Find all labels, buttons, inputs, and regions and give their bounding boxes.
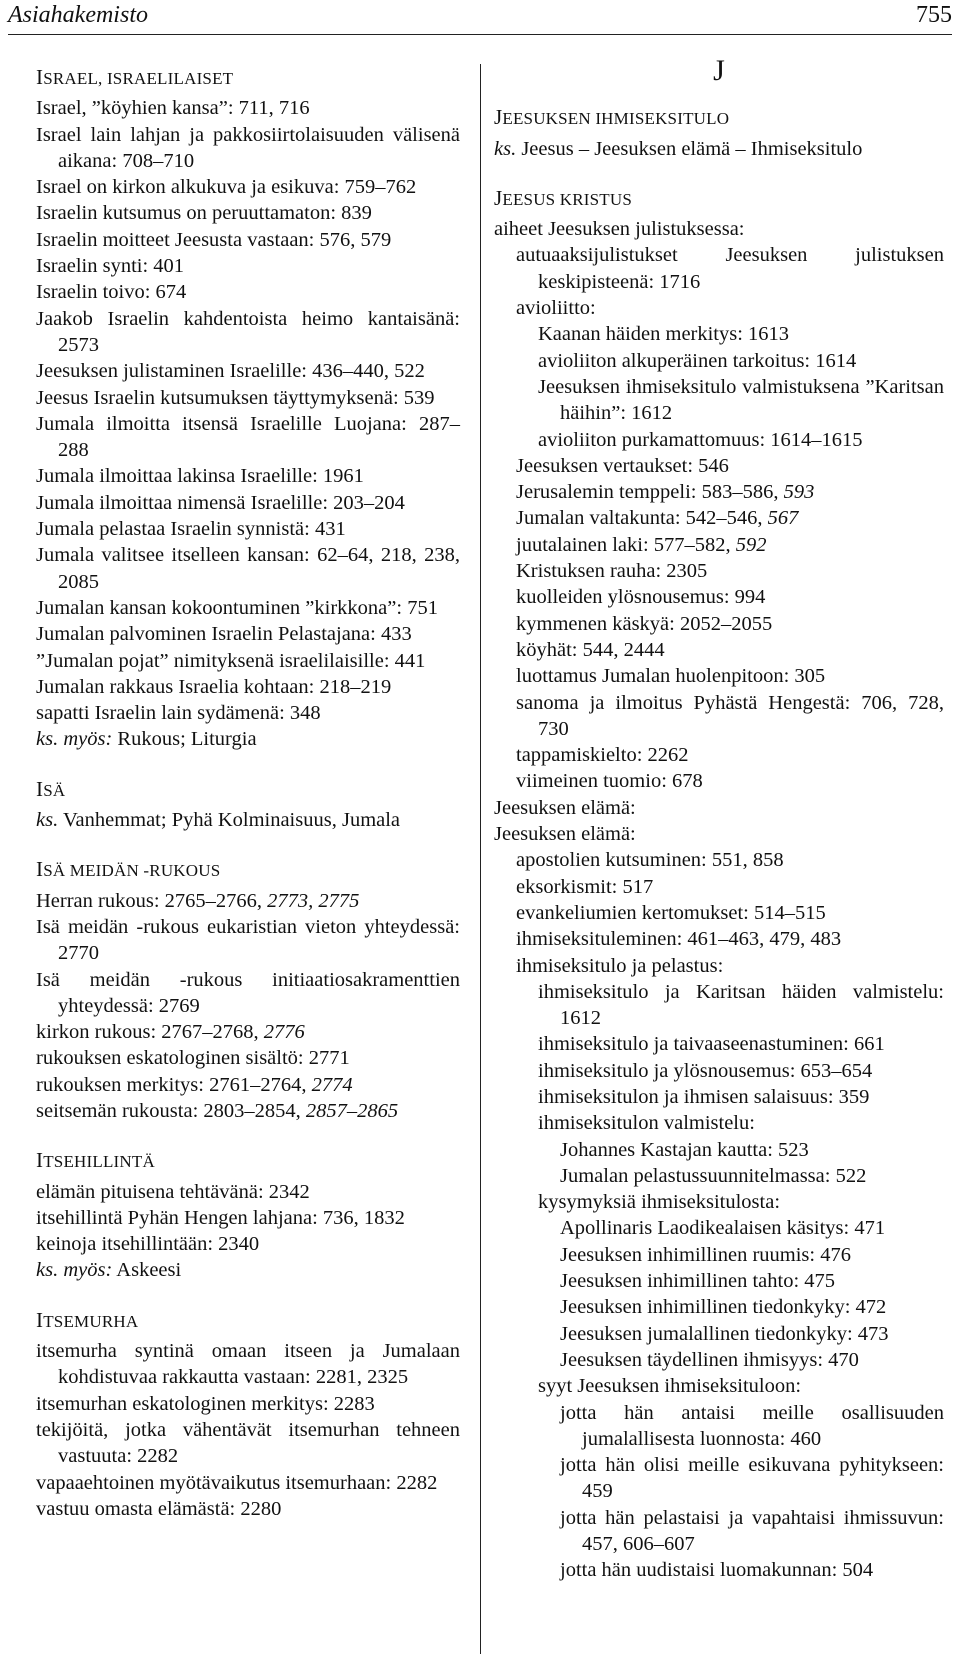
entry-text: Jumala ilmoittaa nimensä Israelille: 203–204 xyxy=(36,491,405,514)
entry-text: jotta hän pelastaisi ja vapahtaisi ihmissuvun: 457, 606–607 xyxy=(560,1506,944,1556)
column-divider xyxy=(480,64,481,1654)
index-heading: JEESUS KRISTUS xyxy=(494,185,633,210)
entry-text: tappamiskielto: 2262 xyxy=(516,744,689,767)
index-entry xyxy=(494,1321,944,1347)
entry-italic-text: ks. xyxy=(494,137,517,160)
entry-text: köyhät: 544, 2444 xyxy=(516,638,665,661)
entry-text: apostolien kutsuminen: 551, 858 xyxy=(516,849,784,872)
entry-text: Jeesuksen elämä: xyxy=(494,796,636,819)
index-entry xyxy=(494,532,944,558)
index-entry xyxy=(36,1205,460,1231)
entry-text: jotta hän antaisi meille osallisuuden jumalallisesta luonnosta: 460 xyxy=(560,1401,944,1450)
index-entry xyxy=(36,1257,460,1283)
index-entry xyxy=(494,1215,944,1241)
entry-text: ihmiseksitulo ja ylösnousemus: 653–654 xyxy=(538,1059,873,1082)
entry-text: sanoma ja ilmoitus Pyhästä Hengestä: 706, 728, 730 xyxy=(516,691,944,740)
index-entry xyxy=(494,136,944,162)
index-entry xyxy=(494,1400,944,1453)
entry-text: seitsemän rukousta: 2803–2854, xyxy=(36,1099,306,1122)
entry-text: Jeesuksen inhimillinen ruumis: 476 xyxy=(560,1243,851,1266)
entry-text: Askeesi xyxy=(112,1259,182,1282)
index-entry xyxy=(36,358,460,384)
entry-italic-text: ks. myös: xyxy=(36,728,113,751)
index-entry xyxy=(36,463,460,489)
entry-text: Jeesuksen julistaminen Israelille: 436–440, 522 xyxy=(36,360,425,383)
entry-text: Herran rukous: 2765–2766, xyxy=(36,889,268,912)
index-entry xyxy=(36,674,460,700)
entry-text: Jeesus – Jeesuksen elämä – Ihmiseksitulo xyxy=(516,137,863,160)
entry-text: autuaaksijulistukset Jeesuksen julistuksen keskipisteenä: 1716 xyxy=(516,244,944,293)
index-entry xyxy=(494,216,944,242)
entry-text: evankeliumien kertomukset: 514–515 xyxy=(516,901,826,924)
index-entry xyxy=(36,490,460,516)
index-entry xyxy=(494,1347,944,1373)
entry-text: Jeesus Israelin kutsumuksen täyttymyksenä: 539 xyxy=(36,386,435,409)
index-entry xyxy=(494,821,944,847)
index-heading: ITSEMURHA xyxy=(36,1307,139,1332)
index-entry xyxy=(494,1242,944,1268)
index-entry xyxy=(36,700,460,726)
entry-text: Israel on kirkon alkukuva ja esikuva: 759–762 xyxy=(36,176,417,199)
entry-italic-text: 592 xyxy=(735,533,767,556)
entry-text: Israel, ”köyhien kansa”: 711, 716 xyxy=(36,97,310,120)
index-entry xyxy=(494,1058,944,1084)
index-entry xyxy=(494,479,944,505)
index-entry xyxy=(494,1373,944,1399)
entry-text: Johannes Kastajan kautta: 523 xyxy=(560,1138,809,1161)
index-entry xyxy=(36,1019,460,1045)
entry-text: Apollinaris Laodikealaisen käsitys: 471 xyxy=(560,1217,886,1240)
entry-text: kymmenen käskyä: 2052–2055 xyxy=(516,612,773,635)
entry-italic-text: 2857–2865 xyxy=(305,1099,399,1122)
entry-text: sapatti Israelin lain sydämenä: 348 xyxy=(36,702,321,725)
entry-text: Jerusalemin temppeli: 583–586, xyxy=(516,481,784,504)
section-letter: J xyxy=(713,54,725,87)
index-entry xyxy=(494,558,944,584)
entry-text: Vanhemmat; Pyhä Kolminaisuus, Jumala xyxy=(58,809,401,832)
index-entry xyxy=(36,385,460,411)
index-entry xyxy=(36,542,460,595)
index-entry xyxy=(494,1189,944,1215)
entry-text: avioliiton alkuperäinen tarkoitus: 1614 xyxy=(538,349,857,372)
index-entry xyxy=(494,321,944,347)
entry-text: ihmiseksitulo ja pelastus: xyxy=(516,954,724,977)
index-entry xyxy=(494,637,944,663)
index-entry xyxy=(494,1031,944,1057)
index-entry xyxy=(494,926,944,952)
index-entry xyxy=(36,174,460,200)
index-entry xyxy=(36,516,460,542)
index-entry xyxy=(494,1110,944,1136)
entry-text: avioliitto: xyxy=(516,297,596,320)
index-entry xyxy=(36,1231,460,1257)
entry-text: jotta hän uudistaisi luomakunnan: 504 xyxy=(560,1559,874,1582)
entry-text: kysymyksiä ihmiseksitulosta: xyxy=(538,1191,781,1214)
index-entry xyxy=(494,874,944,900)
entry-text: Israelin moitteet Jeesusta vastaan: 576, 579 xyxy=(36,228,392,251)
index-entry xyxy=(36,200,460,226)
entry-text: itsehillintä Pyhän Hengen lahjana: 736, 1832 xyxy=(36,1206,405,1229)
entry-italic-text: ks. myös: xyxy=(36,1259,113,1282)
entry-text: vastuu omasta elämästä: 2280 xyxy=(36,1497,282,1520)
entry-text: Isä meidän -rukous eukaristian vieton yhteydessä: 2770 xyxy=(36,915,460,965)
entry-text: Jumalan kansan kokoontuminen ”kirkkona”: 751 xyxy=(36,596,438,619)
index-entry xyxy=(36,122,460,175)
index-entry xyxy=(494,847,944,873)
entry-text: Jumalan rakkaus Israelia kohtaan: 218–219 xyxy=(36,675,392,698)
entry-text: keinoja itsehillintään: 2340 xyxy=(36,1233,260,1256)
entry-text: Kaanan häiden merkitys: 1613 xyxy=(538,323,790,346)
entry-text: Jeesuksen täydellinen ihmisyys: 470 xyxy=(560,1348,859,1371)
index-entry xyxy=(494,979,944,1032)
entry-text: Jeesuksen elämä: xyxy=(494,823,636,846)
index-entry xyxy=(36,1072,460,1098)
entry-text: rukouksen merkitys: 2761–2764, xyxy=(36,1073,312,1096)
index-entry xyxy=(494,242,944,295)
index-entry xyxy=(36,1338,460,1391)
entry-italic-text: 2776 xyxy=(263,1021,305,1044)
entry-text: Jeesuksen vertaukset: 546 xyxy=(516,454,729,477)
entry-text: ”Jumalan pojat” nimityksenä israelilaisille: 441 xyxy=(36,649,426,672)
index-entry xyxy=(36,227,460,253)
index-entry xyxy=(494,611,944,637)
index-heading: ITSEHILLINTÄ xyxy=(36,1148,155,1173)
index-entry xyxy=(494,374,944,427)
index-entry xyxy=(36,807,460,833)
index-entry xyxy=(36,914,460,967)
entry-text: itsemurha syntinä omaan itseen ja Jumalaan kohdistuvaa rakkautta vastaan: 2281, 2325 xyxy=(36,1340,460,1389)
entry-text: kuolleiden ylösnousemus: 994 xyxy=(516,586,766,609)
index-entry xyxy=(36,95,460,121)
entry-text: Jeesuksen jumalallinen tiedonkyky: 473 xyxy=(560,1322,889,1345)
index-entry xyxy=(494,1137,944,1163)
index-heading: ISÄ xyxy=(36,776,66,801)
index-entry xyxy=(36,1470,460,1496)
index-entry xyxy=(494,453,944,479)
index-entry xyxy=(494,742,944,768)
entry-text: Jumala valitsee itselleen kansan: 62–64, 218, 238, 2085 xyxy=(36,544,460,593)
entry-italic-text: 593 xyxy=(783,481,815,504)
index-entry xyxy=(494,1163,944,1189)
entry-italic-text: ks. xyxy=(36,809,59,832)
index-entry xyxy=(36,1391,460,1417)
index-entry xyxy=(36,648,460,674)
entry-text: Isä meidän -rukous initiaatiosakramenttien yhteydessä: 2769 xyxy=(36,968,460,1017)
index-entry xyxy=(36,621,460,647)
index-entry xyxy=(36,253,460,279)
entry-text: ihmiseksitulon valmistelu: xyxy=(538,1112,755,1135)
index-entry xyxy=(36,888,460,914)
entry-text: Jumala pelastaa Israelin synnistä: 431 xyxy=(36,518,346,541)
running-head-title: Asiahakemisto xyxy=(8,2,148,28)
index-entry xyxy=(36,1179,460,1205)
entry-italic-text: 567 xyxy=(767,507,799,530)
index-entry xyxy=(36,726,460,752)
entry-text: ihmiseksitulo ja Karitsan häiden valmistelu: 1612 xyxy=(538,980,944,1030)
entry-text: Israel lain lahjan ja pakkosiirtolaisuuden välisenä aikana: 708–710 xyxy=(36,123,460,172)
entry-text: Rukous; Liturgia xyxy=(112,728,257,751)
entry-text: jotta hän olisi meille esikuvana pyhitykseen: 459 xyxy=(560,1454,944,1503)
index-entry xyxy=(494,1268,944,1294)
entry-text: ihmiseksitulo ja taivaaseenastuminen: 661 xyxy=(538,1033,885,1056)
index-entry xyxy=(494,1084,944,1110)
index-entry xyxy=(36,306,460,359)
index-entry xyxy=(494,505,944,531)
entry-text: Jumala ilmoittaa lakinsa Israelille: 1961 xyxy=(36,465,364,488)
entry-text: syyt Jeesuksen ihmiseksituloon: xyxy=(538,1375,802,1398)
entry-text: viimeinen tuomio: 678 xyxy=(516,770,703,793)
entry-text: juutalainen laki: 577–582, xyxy=(516,533,736,556)
entry-text: ihmiseksituleminen: 461–463, 479, 483 xyxy=(516,928,842,951)
index-entry xyxy=(36,1417,460,1470)
index-entry xyxy=(494,1557,944,1583)
index-entry xyxy=(494,295,944,321)
index-entry xyxy=(36,1496,460,1522)
index-heading: JEESUKSEN IHMISEKSITULO xyxy=(494,105,730,130)
index-entry xyxy=(494,768,944,794)
index-entry xyxy=(36,279,460,305)
entry-text: Jeesuksen inhimillinen tahto: 475 xyxy=(560,1270,836,1293)
index-entry xyxy=(494,795,944,821)
entry-text: Kristuksen rauha: 2305 xyxy=(516,560,708,583)
running-header xyxy=(8,0,952,35)
index-entry xyxy=(36,967,460,1020)
entry-text: Israelin kutsumus on peruuttamaton: 839 xyxy=(36,202,372,225)
index-entry xyxy=(494,900,944,926)
index-entry xyxy=(36,1098,460,1124)
entry-text: Israelin toivo: 674 xyxy=(36,281,187,304)
entry-text: luottamus Jumalan huolenpitoon: 305 xyxy=(516,665,826,688)
entry-text: Jaakob Israelin kahdentoista heimo kantaisänä: 2573 xyxy=(36,307,460,356)
index-entry xyxy=(494,1294,944,1320)
entry-text: itsemurhan eskatologinen merkitys: 2283 xyxy=(36,1392,375,1415)
entry-text: avioliiton purkamattomuus: 1614–1615 xyxy=(538,428,863,451)
entry-text: eksorkismit: 517 xyxy=(516,875,654,898)
index-heading: ISRAEL, ISRAELILAISET xyxy=(36,65,234,89)
entry-text: aiheet Jeesuksen julistuksessa: xyxy=(494,218,745,241)
index-entry xyxy=(494,663,944,689)
index-entry xyxy=(494,1505,944,1558)
index-entry xyxy=(36,411,460,464)
entry-text: Jumalan palvominen Israelin Pelastajana: 433 xyxy=(36,623,412,646)
entry-text: Israelin synti: 401 xyxy=(36,255,185,278)
entry-text: Jeesuksen inhimillinen tiedonkyky: 472 xyxy=(560,1296,887,1319)
index-column-right xyxy=(494,52,944,1584)
index-heading: ISÄ MEIDÄN -RUKOUS xyxy=(36,857,221,882)
index-entry xyxy=(494,953,944,979)
index-entry xyxy=(494,690,944,743)
entry-text: rukouksen eskatologinen sisältö: 2771 xyxy=(36,1047,350,1070)
entry-text: kirkon rukous: 2767–2768, xyxy=(36,1021,264,1044)
entry-italic-text: 2774 xyxy=(311,1073,353,1096)
entry-text: Jumalan valtakunta: 542–546, xyxy=(516,507,768,530)
entry-text: Jumalan pelastussuunnitelmassa: 522 xyxy=(560,1164,867,1187)
index-entry xyxy=(494,584,944,610)
entry-text: vapaaehtoinen myötävaikutus itsemurhaan: 2282 xyxy=(36,1471,438,1494)
entry-text: elämän pituisena tehtävänä: 2342 xyxy=(36,1180,310,1203)
index-column-left xyxy=(36,52,460,1522)
index-entry xyxy=(36,595,460,621)
index-entry xyxy=(494,348,944,374)
index-entry xyxy=(494,427,944,453)
index-entry xyxy=(36,1045,460,1071)
index-entry xyxy=(494,1452,944,1505)
entry-italic-text: 2773, 2775 xyxy=(267,889,360,912)
entry-text: ihmiseksitulon ja ihmisen salaisuus: 359 xyxy=(538,1085,870,1108)
page-number: 755 xyxy=(916,2,952,28)
entry-text: tekijöitä, jotka vähentävät itsemurhan tehneen vastuuta: 2282 xyxy=(36,1418,460,1468)
entry-text: Jeesuksen ihmiseksitulo valmistuksena ”Karitsan häihin”: 1612 xyxy=(538,375,944,425)
entry-text: Jumala ilmoitta itsensä Israelille Luojana: 287– 288 xyxy=(36,412,460,462)
